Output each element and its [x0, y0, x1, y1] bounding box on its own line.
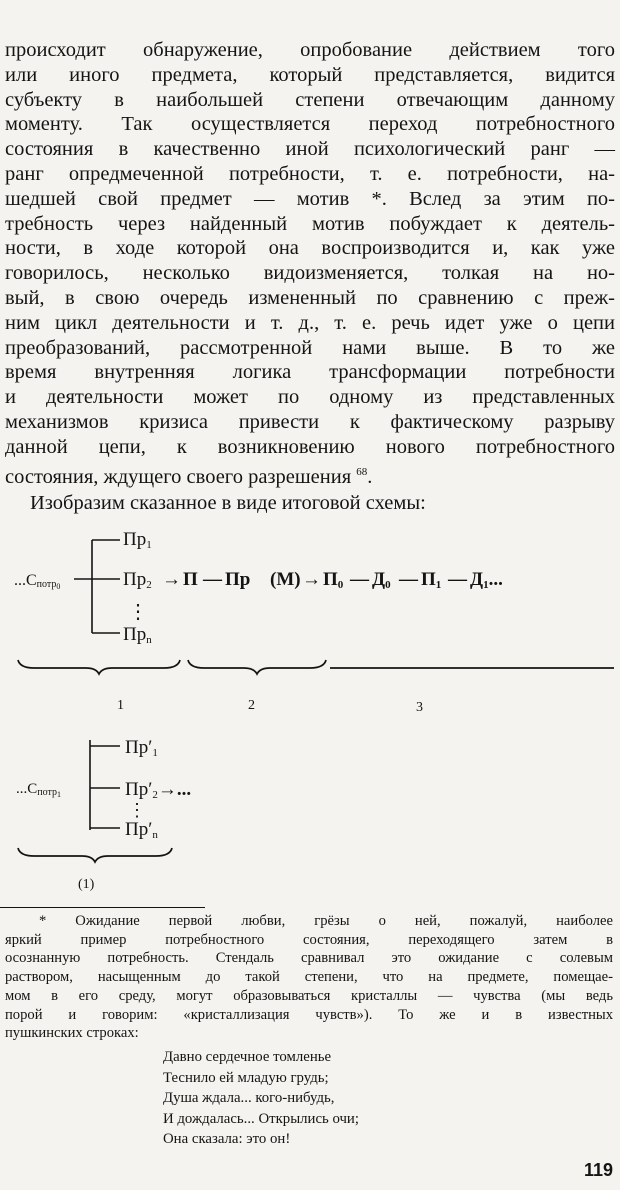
- brace-label-3: 3: [416, 700, 423, 715]
- text-line: говорилось, несколько видоизменяется, толкая на но-: [5, 262, 615, 285]
- chain-p0: П: [323, 569, 338, 590]
- chain-ellipsis: ...: [488, 569, 503, 590]
- root-subscript: потр: [37, 787, 57, 798]
- chain-d1: Д: [470, 569, 484, 590]
- bottom-branches: [125, 737, 191, 841]
- branch-pr2-prime: Пр′2→...: [125, 779, 192, 801]
- top-root: [14, 572, 60, 591]
- top-bracket: [74, 540, 120, 633]
- text-line: вый, в свою очередь измененный по сравнению с преж-: [5, 286, 615, 309]
- text-line: и деятельности может по одному из представленных: [5, 386, 615, 409]
- text-line: механизмов кризиса привести к фактическому разрыву: [5, 410, 615, 433]
- branch-pr1-prime: Пр′1: [125, 737, 158, 759]
- bottom-root: [16, 781, 61, 799]
- poem: [163, 1047, 613, 1150]
- poem-line: И дождалась... Открылись очи;: [163, 1110, 359, 1127]
- schema-intro: Изобразим сказанное в виде итоговой схемы:: [30, 492, 426, 515]
- chain-pr: Пр: [225, 569, 251, 590]
- footnote-line: осознанную потребность. Стендаль сравнивал это ожидание с солевым: [5, 950, 613, 967]
- main-paragraph: [5, 38, 615, 489]
- bottom-bracket: [90, 740, 120, 830]
- footnote-line: раствором, насыщенным до такой степени, что на предмете, помещае-: [5, 969, 613, 986]
- last-line-end: .: [367, 465, 373, 488]
- arrow: →: [302, 569, 321, 590]
- text-line: данной цепи, к возникновению нового потребностного: [5, 435, 615, 458]
- text-line-last: [5, 460, 615, 490]
- poem-line: Теснило ей младую грудь;: [163, 1069, 329, 1086]
- root-subsubscript: 0: [56, 582, 61, 591]
- top-braces: [18, 660, 614, 674]
- footnote: [5, 912, 613, 1150]
- branch-prn-prime: Пр′n: [125, 819, 158, 841]
- footnote-line: мом в его среду, могут образовываться кристаллы — чувства (мы ведь: [5, 987, 613, 1004]
- text-line: ним цикл деятельности и т. д., т. е. речь идет уже о цепи: [5, 311, 615, 334]
- schema-diagram: [0, 520, 620, 900]
- text-line: или иного предмета, который представляется, видится: [5, 63, 615, 86]
- bottom-brace: [18, 848, 172, 862]
- text-line: ности, в ходе которой она воспроизводится и, как уже: [5, 237, 615, 260]
- branch-pr2: Пр2: [123, 569, 152, 591]
- chain-p1: П: [421, 569, 436, 590]
- bottom-brace-label: (1): [78, 877, 95, 892]
- footnote-line: * Ожидание первой любви, грёзы о ней, пожалуй, наиболее: [39, 913, 613, 929]
- text-line: требность через найденный мотив побуждает к деятель-: [5, 212, 615, 235]
- brace-2: [188, 660, 326, 674]
- text-line: время внутренняя логика трансформации потребности: [5, 361, 615, 384]
- text-line: субъекту в наибольшей степени отвечающим данному: [5, 88, 615, 111]
- text-line: состояния в качественно иной психологический ранг —: [5, 138, 615, 161]
- dash: —: [203, 569, 222, 590]
- text-line: моменту. Так осуществляется переход потребностного: [5, 113, 615, 136]
- top-chain: → П — Пр (М) → П0 — Д0 — П1 — Д1...: [162, 569, 503, 591]
- continuation: →...: [157, 779, 192, 800]
- svg-text:...Спотр0: [14, 572, 60, 591]
- top-branches: [123, 529, 152, 646]
- poem-line: Она сказала: это он!: [163, 1131, 291, 1148]
- brace-label-2: 2: [248, 698, 255, 713]
- svg-text:...Спотр1: [16, 781, 61, 799]
- dash: —: [448, 569, 467, 590]
- footnote-ref: 68: [356, 465, 368, 478]
- branch-prn: Прn: [123, 624, 152, 646]
- poem-line: Душа ждала... кого-нибудь,: [163, 1090, 335, 1107]
- main-text: [5, 38, 615, 516]
- text-line: происходит обнаружение, опробование действием того: [5, 39, 615, 61]
- text-line: ранг опредмеченной потребности, т. е. потребности, на-: [5, 162, 615, 185]
- root-subsubscript: 1: [56, 790, 61, 799]
- footnote-line: яркий пример потребностного состояния, переходящего затем в: [5, 931, 613, 948]
- brace-1: [18, 660, 180, 674]
- page-number: 119: [583, 1160, 613, 1180]
- branch-ellipsis: ⋮: [128, 601, 148, 623]
- footnote-rule: [0, 907, 205, 908]
- root-label: ...С: [16, 781, 38, 797]
- text-line: шедшей свой предмет — мотив *. Вслед за этим по-: [5, 187, 615, 210]
- dash: —: [350, 569, 369, 590]
- brace-label-1: 1: [117, 698, 124, 713]
- dash: —: [399, 569, 418, 590]
- root-label: ...С: [14, 572, 37, 589]
- last-line-text: состояния, ждущего своего разрешения: [5, 465, 352, 488]
- chain-p: П: [183, 569, 198, 590]
- footnote-line: порой и говорим: «кристаллизация чувств»). То же и в известных: [5, 1006, 613, 1023]
- branch-ellipsis: ⋮: [128, 800, 146, 820]
- footnote-line-last: пушкинских строках:: [5, 1025, 139, 1042]
- arrow: →: [162, 569, 181, 590]
- chain-d0: Д: [372, 569, 386, 590]
- text-line: преобразований, рассмотренной нами выше. В то же: [5, 336, 615, 359]
- branch-pr1: Пр1: [123, 529, 152, 551]
- root-subscript: потр: [36, 579, 57, 590]
- brace-labels: [117, 698, 423, 715]
- poem-line: Давно сердечное томленье: [163, 1048, 332, 1065]
- chain-motive: (М): [270, 569, 301, 590]
